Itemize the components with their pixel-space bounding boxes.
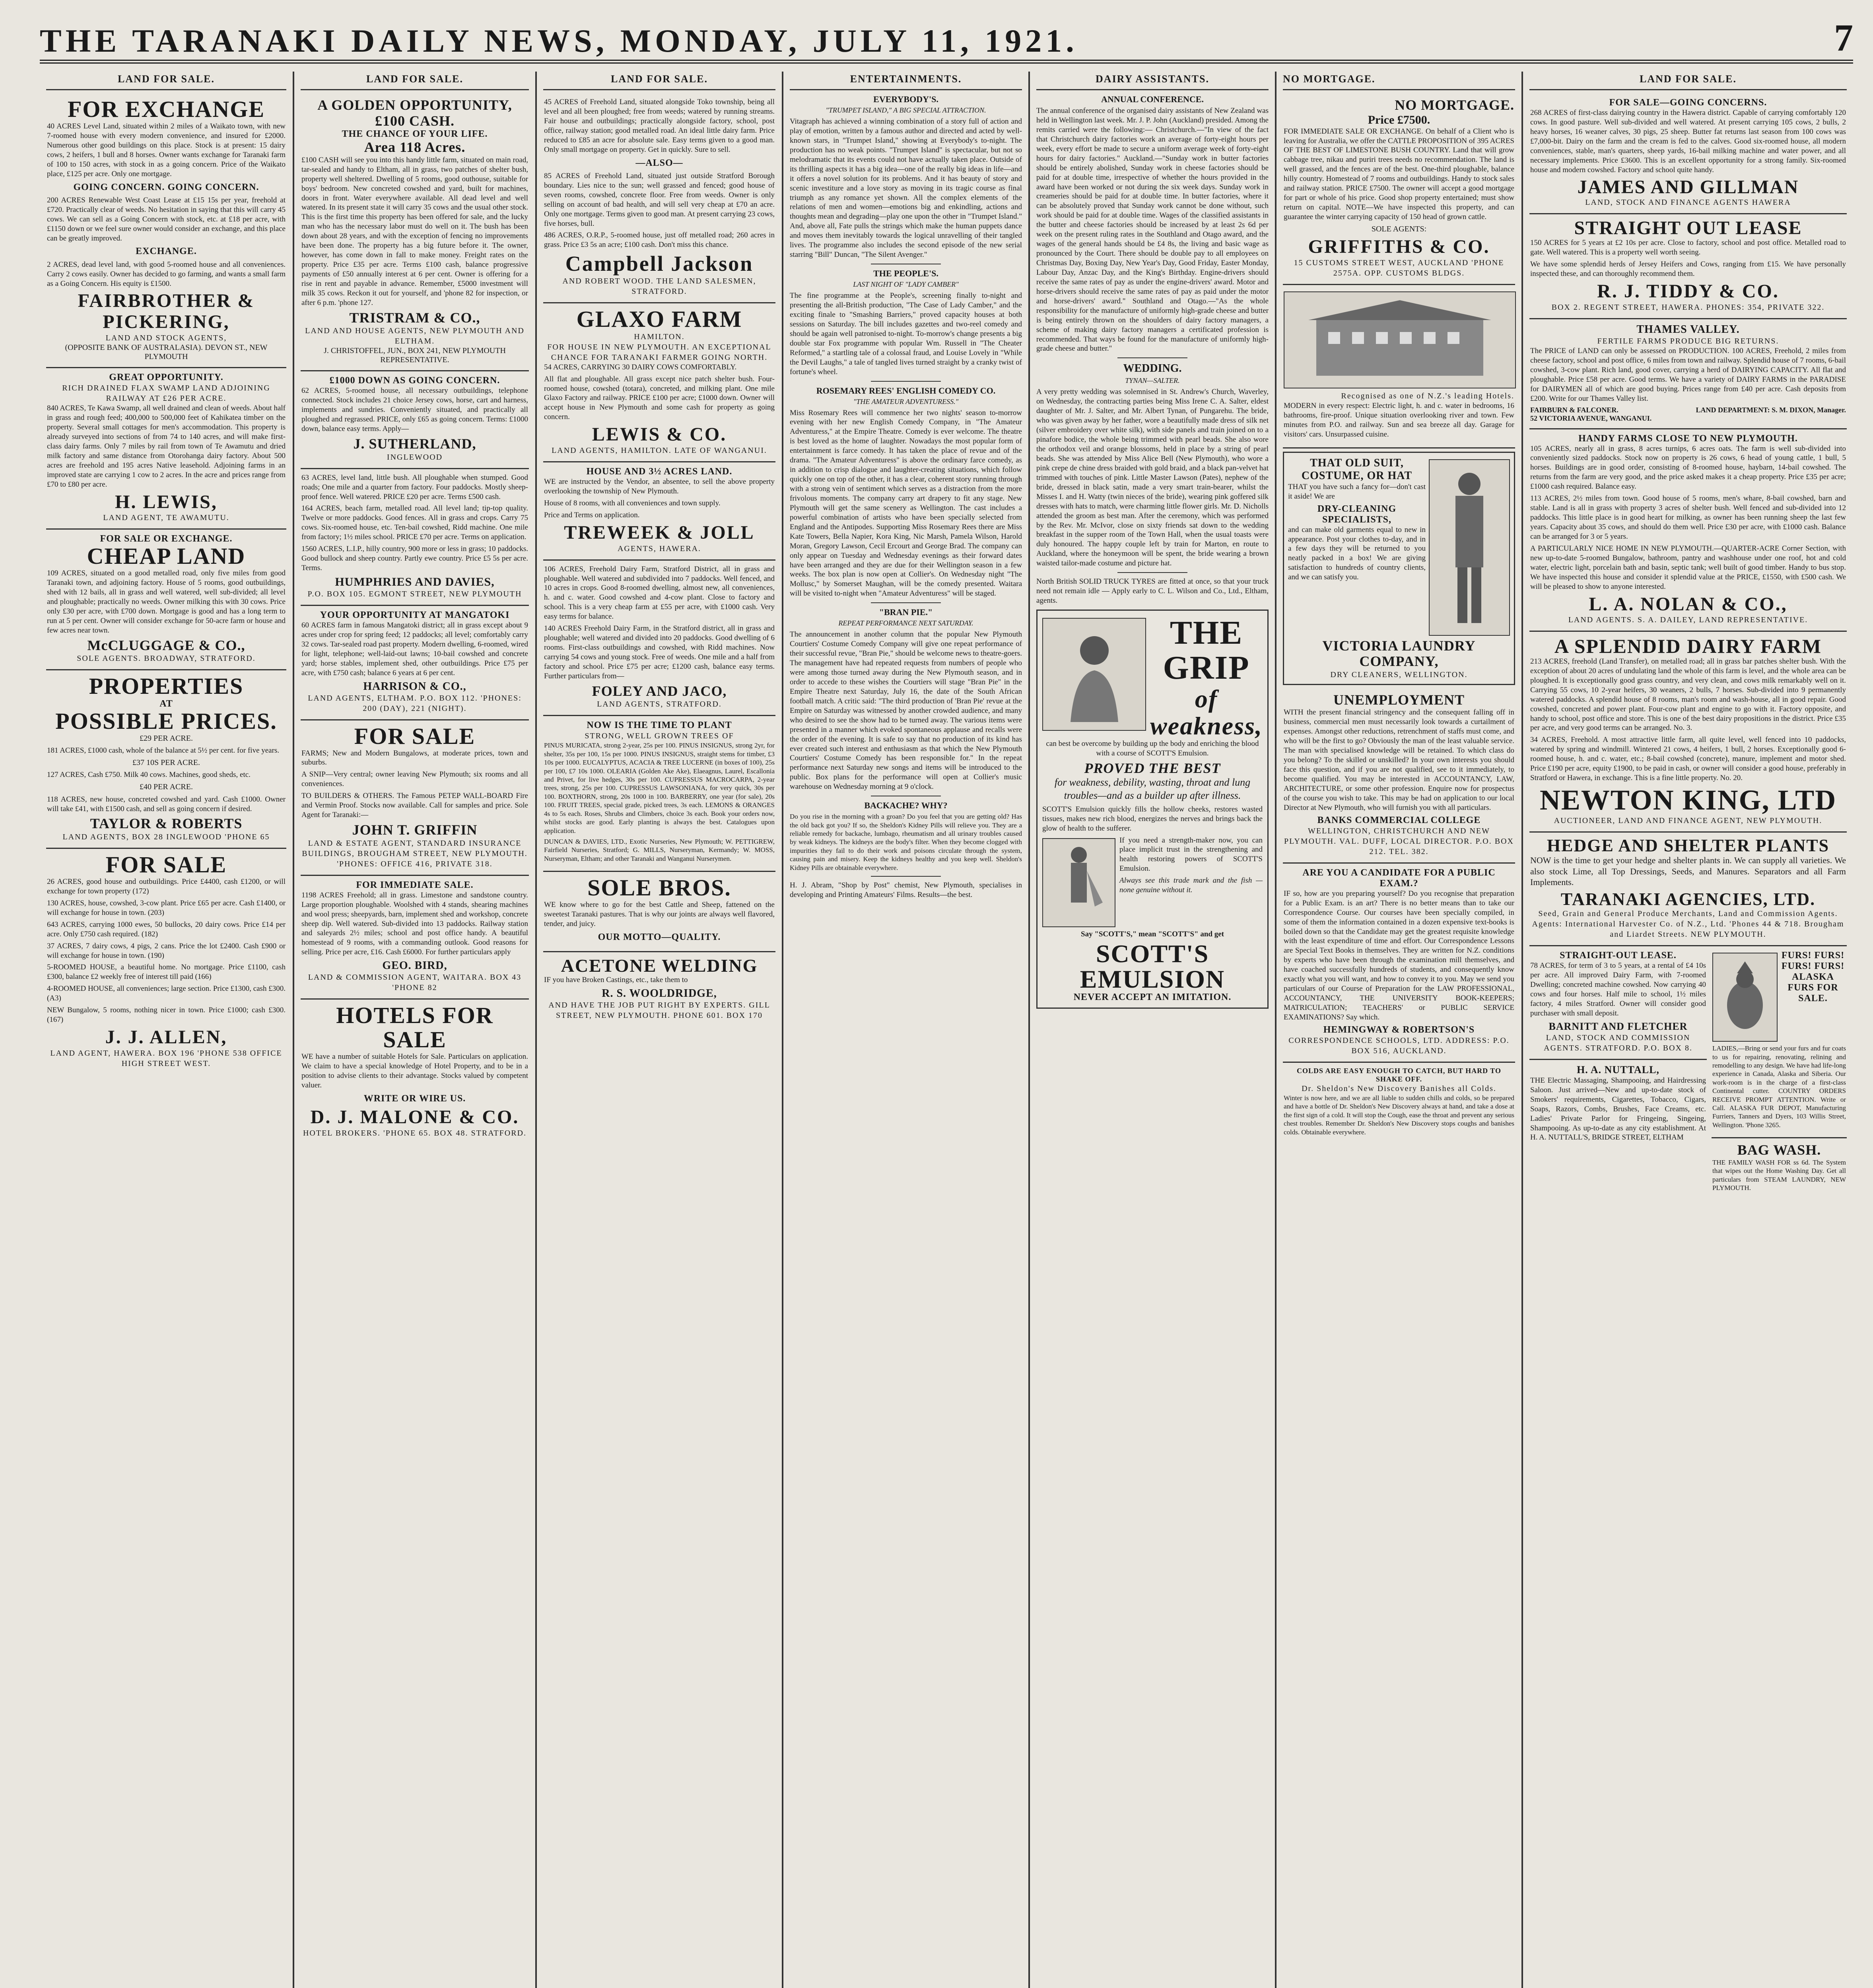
scotts-emulsion-logo: SCOTT'S EMULSION bbox=[1080, 940, 1225, 994]
ad-for-sale: FOR SALE 26 ACRES, good house and outbuildings. Price £4400, cash £1200, or will exchange for town property (172) 130 ACRES, house, cowshed, 3-cow plant. Price £65 per acre. Cash £1400, or will exchange for house in town. (203) 643 ACRES, carrying 1000 ewes, 50 bullocks, 20 dairy cows. Price £14 per acre. Only £750 cash required. (182) 37 ACRES, 7 dairy cows, 4 pigs, 2 cans. Price the lot £2400. Cash £900 or will exchange for house in town. (190) 5-ROOMED HOUSE, a beautiful home. No mortgage. Price £1100, cash £300, balance £2 weekly free of interest till paid (166) 4-ROOMED HOUSE, all conveniences; large section. Price £1300, cash £300. (A3) NEW Bungalow, 5 rooms, nothing nicer in town. Price £1000; cash £300. (167) J. J. ALLEN, LAND AGENT, HAWERA. BOX 196 'PHONE 538 OFFICE HIGH STREET WEST. bbox=[47, 852, 286, 1068]
agent-name: FOLEY AND JACO, bbox=[592, 683, 727, 699]
ad-acetone-welding: ACETONE WELDING IF you have Broken Castings, etc., take them to R. S. WOOLDRIDGE, AND HAVE THE JOB PUT RIGHT BY EXPERTS. GILL STREET, NEW PLYMOUTH. PHONE 601. BOX 170 bbox=[543, 952, 775, 1026]
ad-nuttall: H. A. NUTTALL, THE Electric Massaging, Shampooing, and Hairdressing Saloon. Just arrived—New and up-to-date stock of Smokers' requirements, Cigarettes, Tobacco, Cigars, Soaps, Razors, Combs, Brushes, Face Creams, etc. Ladies' Private Parlor for Fringeing, Singeing, Shampooing. As up-to-date as any city establishment. At H. A. NUTTALL'S, BRIDGE STREET, ELTHAM bbox=[1530, 1064, 1706, 1142]
page-number: 7 bbox=[1834, 16, 1853, 59]
article-heading: ROSEMARY REES' ENGLISH COMEDY CO. bbox=[816, 385, 996, 396]
ad-sole-bros: SOLE BROS. WE know where to go for the best Cattle and Sheep, fattened on the sweetest Taranaki pastures. That is why our joints are always well flavored, tender, and juicy. OUR MOTTO—QUALITY. bbox=[543, 872, 775, 952]
ad-hotel: Recognised as one of N.Z.'s leading Hotels. MODERN in every respect: Electric light, h. and c. water in bedrooms, 16 bathrooms, fire-proof. Unique situation overlooking river and town. Few minutes from P.O. and railway. Sun and sea breeze all day. Garage for visitors' cars. Unsurpassed cuisine. bbox=[1283, 285, 1515, 448]
ad-scotts-emulsion: THE GRIP of weakness, can best be overcome by building up the body and enriching the blood with a course of SCOTT'S Emulsion. PROVED THE BEST for weakness, debility, wasting, throat and lung troubles—and as a builder up after illness. SCOTT'S Emulsion quickly fills the hollow cheeks, restores wasted tissues, makes new rich blood, energizes the nerves and brings back the glow of health to the sufferer. If you need a strength-maker now, you can place implicit trust in the strengthening and health restoring powers of SCOTT'S Emulsion. Always see this trade mark and the fish — none genuine without it. Say "SCOTT'S," mean "SCOTT'S" and get SCOTT'S EMULSION NEVER ACCEPT AN IMITATION. bbox=[1036, 610, 1269, 1009]
article-heading: "BRAN PIE." bbox=[879, 607, 933, 617]
ad-hotels: HOTELS FOR SALE WE have a number of suitable Hotels for Sale. Particulars on application. We claim to have a special knowledge of Hotel Property, and to be in a position to advise clients to their advantage. Stocks valued by competent valuer. WRITE OR WIRE US. D. J. MALONE & CO. HOTEL BROKERS. 'PHONE 65. BOX 48. STRATFORD. bbox=[301, 1002, 528, 1138]
ad-headline: FOR EXCHANGE bbox=[67, 96, 265, 122]
agent-name: FAIRBURN & FALCONER. bbox=[1530, 406, 1618, 414]
agent-name: GEO. BIRD, bbox=[382, 959, 447, 972]
ad-campbell-jackson: 45 ACRES of Freehold Land, situated alongside Toko township, being all level and all been ploughed; free from weeds; watered by running streams. Fair house and outbuildings; practically alongside factory, school, post office, railway station; good metalled road. An ideal little dairy farm. Price reduced to £85 an acre for absolute sale. Easy terms given to a good man. Only small mortgage on property. Get in quickly. Sure to sell. —ALSO— 85 ACRES of Freehold Land, situated just outside Stratford Borough boundary. Lies nice to the sun; well grassed and fenced; good house of seven rooms, cowshed, concrete floor. Free from weeds. Owner is only selling on account of bad health, and will sell very cheap at £70 an acre. Only one mortgage. Terms given to good man. At present carrying 23 cows, five horses, bull. 486 ACRES, O.R.P., 5-roomed house, just off metalled road; 260 acres in grass. Price £3 5s an acre; £100 cash. Don't miss this chance. Campbell Jackson AND ROBERT WOOD. THE LAND SALESMEN, STRATFORD. bbox=[543, 93, 775, 303]
fox-illustration bbox=[1712, 953, 1778, 1042]
agent-name: JOHN T. GRIFFIN bbox=[352, 822, 478, 838]
masthead-title: THE TARANAKI DAILY NEWS, MONDAY, JULY 11, 1921. bbox=[40, 23, 1078, 59]
column-5: DAIRY ASSISTANTS. ANNUAL CONFERENCE. The annual conference of the organised dairy assistants of New Zealand was held in Wellington last week. Mr. J. P. John (Auckland) presided. Among the remits carried were the following:— Christchurch.—"In view of the fact that Christchurch dairy factories work an average of forty-eight hours per week, every effort be made to secure a uniform average week of forty-eight hours for dairy factories." Auckland.—"Sunday work in butter factories should be entirely abolished, Sunday work in cheese factories should be paid for at double time, irrespective of whether the hours provided in the award have been worked or not during the six week days. Sunday work in creameries should be paid for at double time. In butter factories, where it can be absolutely proved that Sunday work cannot be done without, such work should be paid for at double time. Wages of the classified assistants in the butter and cheese factories should be increased by at least 2s 6d per week on the present ruling rates in the Southland and Otago award, and the wages of the general hands should be £4 8s, the living and basic wage as pronounced by the Court. There should be double pay to all employees on Christmas Day, Boxing Day, New Year's Day, Good Friday, Easter Monday, Labour Day, Anzac Day, and the King's Birthday. Engine-drivers should receive the same rates of pay as under the engine-drivers' award. Motor and horse-drivers should receive the same rates of pay as paid under the motor and horse-drivers' award." Southland and Otago.—"As the whole responsibility for the manufacture of uniformly high-grade cheese and butter is being entirely thrown on the shoulders of dairy factory managers, a scheme of making dairy factory managers a certificated profession is recommended. That ways be found for the manufacture of uniformly high-grade cheese and butter." WEDDING. TYNAN—SALTER. A very pretty wedding was solemnised in St. Andrew's Church, Waverley, on Wednesday, the contracting parties being Miss Irene C. A. Salter, eldest daughter of Mr. J. Salter, and Mr. Albert Tynan, of Pungarehu. The bride, who was given away by her father, wore a beautifully made dress of silk net (silver embroidery over white silk), with side panels and train joined on to a pinafore bodice, the whole being trimmed with pearl beads. She also wore the orthodox veil and orange blossoms, held in place by a string of pearl beads. She was attended by Miss Alice Bell (New Plymouth), who wore a pink crepe de chine dress braided with gold braid, and a black pan-velvet hat trimmed with touches of pink. Little Master Lawson (Pates), nephew of the bride, dressed in black satin, made a very smart train-bearer, whilst the Misses I. and H. Watty (twin nieces of the bride), wearing pink goffered silk dresses with hats to match, were charming little flower girls. Mr. D. Nicholls attended the groom as best man. After the ceremony, which was performed by the Rev. Mr. McIvor, close on sixty friends sat down to the wedding breakfast in the supper room of the Town Hall, when the usual toasts were duly honoured. The happy couple left by train for Marton, en route to Auckland, where the honeymoon will be spent, the bride wearing a brown waisted tailor-made costume and picture hat. North British SOLID TRUCK TYRES are fitted at once, so that your truck need not remain idle — Apply early to C. L. Wilson and Co., Ltd., Eltham, agents. THE GRIP of weakness, can best be overcome by building up the body and enriching the blood with a course of SCOTT'S Emulsion. PROVED THE BEST for weakness, debility, wasting, throat and lung troubles—and as a builder up after illness. SCOTT'S Emulsion quickly fills the hollow cheeks, restores wasted tissues, makes new rich blood, energizes the nerves and brings back the glow of health to the sufferer. If you need a strength-maker now, you can place implicit trust in the strengthening and health restoring powers of SCOTT'S Emulsion. Always see this trade mark and the fish — none genuine without it. Say "SCOTT'S," mean "SCOTT'S" and get SCOTT'S EMULSION NEVER ACCEPT AN IMITATION. bbox=[1030, 72, 1277, 1988]
article-body: The fine programme at the People's, screening finally to-night and presenting the all-British production, "The Case of Lady Camber," and the exciting finale to "Smashing Barriers," proved capacity houses at both sessions on Saturday. The bill includes gazettes and two-reel comedy and should be again well patronised to-night. To-morrow's change presents a big double star Fox programme with popular Wm. Russell in "The Cheater Reformed," a startling tale of a colossal fraud, and Louise Lovely in "While the Devil Laughs," a tale of tangled lives turned straight by a cranky twist of fortune's wheel. bbox=[790, 291, 1022, 376]
woman-illustration bbox=[1042, 618, 1146, 731]
ad-public-exam: ARE YOU A CANDIDATE FOR A PUBLIC EXAM.? IF so, how are you preparing yourself? Do you recognise that preparation for a Public Exam. is an art? There is no better means than to take our Correspondence Course. Our courses have been specially compiled, in some of them the information contained in a dozen expensive text-books is boiled down so that the Candidate may get the greatest requisite knowledge with the least expenditure of time and effort. Our Correspondence Lessons are Special Text Books in themselves. They are written for N.Z. conditions by experts who have been through the examination mill themselves, and have coached successfully hundreds of students, and consequently know exactly what you will want, and how to convey it to you. May we send you particulars of our Course of Preparation for the LAW PROFESSIONAL, ACCOUNTANCY, THE UNIVERSITY BOOK-KEEPERS; MATRICULATION; TEACHERS' or PUBLIC SERVICE EXAMINATIONS? Say which. HEMINGWAY & ROBERTSON'S CORRESPONDENCE SCHOOLS, LTD. ADDRESS: P.O. BOX 516, AUCKLAND. bbox=[1283, 864, 1515, 1063]
agent-name: FAIRBROTHER & PICKERING, bbox=[78, 290, 255, 333]
column-heading: NO MORTGAGE. bbox=[1283, 72, 1515, 90]
agent-name: BANKS COMMERCIAL COLLEGE bbox=[1317, 815, 1481, 825]
article-body: Miss Rosemary Rees will commence her two nights' season to-morrow evening with her new English Comedy Company, in "The Amateur Adventuress," at the Empire Theatre. Comedy is ever welcome. The theatre is best loved as the home of laughter. Nowadays the most popular form of entertainment is farce comedy. It has taken the place of revue and of the drama. "The Amateur Adventuress" is above the ordinary farce comedy, as in addition to crisp dialogue and laughter-creating situations, which follow quickly one on top of the other, it has a clear, coherent story running through with a strong vein of sentiment which serves as a distraction from the more frivolous moments. The company carry art drapery to fit any stage. New Plymouth will get the same scenery as Wellington. The cast includes a powerful combination of artists who have been specially selected from England and the Antipodes. Supporting Miss Rosemary Rees there are Miss Kate Towers, Bella Napier, Kora King, Nic Marsh, Pamela Wilson, Harold Moran, Gregory Lawson, Cecil Ercourt and George Brad. The company can only appear on Tuesday and Wednesday evenings as their forward dates have been arranged and they are due for their Wellington season in a few weeks. The box plan is now open at Collier's. On Wednesday night "The Mollusc," by Somerset Maughan, will be the comedy presented. Waitara will be visited to-night when "Amateur Adventuress" will be staged. bbox=[790, 408, 1022, 598]
article-body: The annual conference of the organised dairy assistants of New Zealand was held in Wellington last week. Mr. J. P. John (Auckland) presided. Among the remits carried were the following:— Christchurch.—"In view of the fact that Christchurch dairy factories work an average of forty-eight hours per week, every effort be made to secure a uniform average week of forty-eight hours for dairy factories." Auckland.—"Sunday work in butter factories should be entirely abolished, Sunday work in cheese factories should be paid for at double time, irrespective of whether the hours provided in the award have been worked or not during the six week days. Sunday work in creameries should be paid for at double time. In butter factories, where it can be absolutely proved that Sunday work cannot be done without, such work should be paid for at double time. Wages of the classified assistants in the butter and cheese factories should be increased by at least 2s 6d per week on the present ruling rates in the Southland and Otago award, and the wages of the general hands should be £4 8s, the living and basic wage as pronounced by the Court. There should be double pay to all employees on Christmas Day, Boxing Day, New Year's Day, Good Friday, Easter Monday, Labour Day, Anzac Day, and the King's Birthday. Engine-drivers should receive the same rates of pay as under the engine-drivers' award. Motor and horse-drivers should receive the same rates of pay as paid under the motor and horse-drivers' award." Southland and Otago.—"As the whole responsibility for the manufacture of uniformly high-grade cheese and butter is being entirely thrown on the shoulders of dairy factory managers, a scheme of making dairy factory managers a certificated profession is recommended. That ways be found for the manufacture of uniformly high-grade cheese and butter." bbox=[1036, 107, 1269, 353]
masthead bbox=[40, 4, 1853, 64]
column-heading: LAND FOR SALE. bbox=[301, 72, 529, 90]
agent-name: NEWTON KING, LTD bbox=[1539, 784, 1837, 816]
ad-properties: PROPERTIES AT POSSIBLE PRICES. £29 PER ACRE. 181 ACRES, £1000 cash, whole of the balance at 5½ per cent. for five years. £37 10S PER ACRE. 127 ACRES, Cash £750. Milk 40 cows. Machines, good sheds, etc. £40 PER ACRE. 118 ACRES, new house, concreted cowshed and yard. Cash £1000. Owner will take £41, with £1500 cash, and sell as going concern if desired. TAYLOR & ROBERTS LAND AGENTS, BOX 28 INGLEWOOD 'PHONE 65 bbox=[46, 670, 286, 849]
ad-cheap-land: FOR SALE OR EXCHANGE. CHEAP LAND 109 ACRES, situated on a good metalled road, only five miles from good Taranaki town, and adjoining factory. House of 5 rooms, good outbuildings, shed with 12 bails, all in grass and well watered, well sub-divided; all level and ploughable; practically no weeds. Owner milking this with 30 cows. Price only £30 per acre, with £700 down. Mortgage is good and has a long term to run at 5 per cent. Owner will consider exchange for 50-acre farm or house and few acres near town. McCLUGGAGE & CO., SOLE AGENTS. BROADWAY, STRATFORD. bbox=[46, 530, 286, 670]
agent-name: HARRISON & CO., bbox=[363, 680, 466, 693]
ad-glaxo-farm: GLAXO FARM HAMILTON. FOR HOUSE IN NEW PLYMOUTH. AN EXCEPTIONAL CHANCE FOR TARANAKI FARMER GOING NORTH. 54 ACRES, CARRYING 30 DAIRY COWS COMFORTABLY. All flat and ploughable. All grass except nice patch shelter bush. Four-roomed house, cowshed (totara), concreted, and milking plant. One mile Glaxo Factory and railway. PRICE £100 per acre; £1000 down. Owner will accept house in New Plymouth and some cash for property as going concern. LEWIS & CO. LAND AGENTS, HAMILTON. LATE OF WANGANUI. bbox=[543, 303, 775, 462]
article-heading: EVERYBODY'S. bbox=[873, 94, 938, 104]
article-heading: ANNUAL CONFERENCE. bbox=[1101, 94, 1204, 104]
column-heading: DAIRY ASSISTANTS. bbox=[1036, 72, 1269, 90]
agent-name: TRISTRAM & CO., bbox=[349, 309, 480, 326]
agent-name: TREWEEK & JOLL bbox=[564, 522, 755, 543]
agent-name: D. J. MALONE & CO. bbox=[310, 1107, 519, 1128]
agent-name: Campbell Jackson bbox=[565, 252, 754, 276]
ad-going-concern: £1000 DOWN AS GOING CONCERN. 62 ACRES, 5-roomed house, all necessary outbuildings, telephone connected. Stock includes 21 choice Jersey cows, horse, cart and harness, implements and sundries. Conveniently situated, and practically all ploughed and regrassed. PRICE, only £65 as going concern. Terms: £1000 down, balance easy terms. Apply— J. SUTHERLAND, INGLEWOOD bbox=[301, 371, 529, 469]
column-1 bbox=[40, 72, 294, 1988]
ad-great-opportunity: GREAT OPPORTUNITY. RICH DRAINED FLAX SWAMP LAND ADJOINING RAILWAY AT £26 PER ACRE. 840 ACRES, Te Kawa Swamp, all well drained and clean of weeds. About half in grass and rough feed; 400,000 to 500,000 feet of Kahikatea timber on the property. Several small cottages for men's accommodation. This property is already surveyed into sections of from 74 to 140 acres, and will make first-class dairy farms. Only 7 miles by rail from town of Te Awamutu and dried milk factory and same distance from Otorohanga dairy factory. About 500 acres are freehold and 195 acres Native leasehold. Adjoining farms in an improved state are carrying 1 cow to 2 acres. In the acre and prices range from £70 to £80 per acre. H. LEWIS, LAND AGENT, TE AWAMUTU. bbox=[46, 368, 286, 530]
ad-mangatoki: YOUR OPPORTUNITY AT MANGATOKI 60 ACRES farm in famous Mangatoki district; all in grass except about 9 acres under crop for spring feed; 12 paddocks; all level; comfortably carry 32 cows. Tar-sealed road past property. Modern dwelling, 6-roomed, wired for light, telephone; well-laid-out lawns; 10-bail cowshed and concrete yard; horse stables, implement shed, other outbuildings. Price £75 per acre, with £750 cash; balance 6 years at 6 per cent. HARRISON & CO., LAND AGENTS, ELTHAM. P.O. BOX 112. 'PHONES: 200 (DAY), 221 (NIGHT). bbox=[301, 606, 529, 720]
article-heading: THE PEOPLE'S. bbox=[873, 268, 938, 279]
article-body: Vitagraph has achieved a winning combination of a story full of action and play of emotion, written by a famous author and directed and acted by well-known stars, in "Trumpet Island," showing at Everybody's to-night. The production has no weak points. "Trumpet Island" is spectacular, but not so melodramatic that its events could not have actually taken place. Outside of its thrilling aspects it has a big idea—one of the really big ideas in life—and it offers a novel solution for its problems. And it has beauty of story and scenic investiture and a love story as moving in its tragic course as final triumph as any romance yet shown. All the complex elements of the relations of men and women—emotions big and enkindling, actions and thoughts mean and degrading—play one upon the other in "Trumpet Island." And, above all, Fate pulls the strings which make the human puppets dance and moves them inevitably towards the logical unravelling of their tangled lives. The programme also includes the second episode of the new serial starring "Bill" Duncan, "The Silent Avenger." bbox=[790, 117, 1022, 259]
fisherman-trademark-icon bbox=[1042, 838, 1115, 927]
agent-name: JAMES AND GILLMAN bbox=[1577, 176, 1799, 198]
ad-straight-out-lease: STRAIGHT OUT LEASE 150 ACRES for 5 years at £2 10s per acre. Close to factory, school and post office. Metalled road to gate. Well watered. This is a property well worth seeing. We have some splendid herds of Jersey Heifers and Cows, ranging from £15. We have personally inspected these, and can thoroughly recommend them. R. J. TIDDY & CO. BOX 2. REGENT STREET, HAWERA. PHONES: 354, PRIVATE 322. bbox=[1529, 214, 1847, 319]
ad-golden-opportunity: A GOLDEN OPPORTUNITY, £100 CASH. THE CHANCE OF YOUR LIFE. Area 118 Acres. £100 CASH will see you into this handy little farm, situated on main road, tar-sealed and handy to Eltham, all in grass, two patches of shelter bush, property well sheltered. Dwelling of 5 rooms, good outhouse, suitable for boys' bedroom. New concreted cowshed and yard, built for machines, doors in front. Water everywhere available. All dead level and well watered. In its present state it will carry 35 cows and the usual other stock. This is the first time this property has been offered for sale, and the lucky man who has the necessary labor must do well on it. The bush has been down about 28 years, and with the exception of fencing no improvements have been done. The property has a big future before it. The owner, however, has come down in fall to make money. Freight rates on the property. Price £35 per acre. Terms £100 cash, balance progressive payments of £50 annually interest at 6 per cent. Owner is offering for a rise in rent and payable in advance. Remember, £5000 investment will milk 35 cows. Reckon it out for yourself, and 'phone 82 for inspection, or after 6 p.m. 'phone 127. TRISTRAM & CO., LAND AND HOUSE AGENTS, NEW PLYMOUTH AND ELTHAM. J. CHRISTOFFEL, JUN., BOX 241, NEW PLYMOUTH REPRESENTATIVE. bbox=[301, 93, 529, 371]
agent-name: LEWIS & CO. bbox=[592, 424, 727, 445]
agent-name: L. A. NOLAN & CO., bbox=[1589, 593, 1788, 615]
ad-colds: COLDS ARE EASY ENOUGH TO CATCH, BUT HARD TO SHAKE OFF. Dr. Sheldon's New Discovery Banishes all Colds. Winter is now here, and we are all liable to sudden chills and colds, so be prepared and have a bottle of Dr. Sheldon's New Discovery always at hand, and take a dose at the first sign of a cold. It will stop the Cough, ease the throat and prevent any serious chest troubles. Remember Dr. Sheldon's New Discovery stops coughs and banishes colds. Obtainable everywhere. bbox=[1284, 1066, 1514, 1136]
ad-straight-out-lease-2: STRAIGHT-OUT LEASE. 78 ACRES, for term of 3 to 5 years, at a rental of £4 10s per acre. All improved Dairy Farm, with 7-roomed Dwelling; concreted machine cowshed. Now carrying 40 cows and four horses. Half mile to school, 1½ miles factory, 4 miles Stratford. Owner will consider good purchaser with small deposit. BARNITT AND FLETCHER LAND, STOCK AND COMMISSION AGENTS. STRATFORD. P.O. BOX 8. bbox=[1529, 946, 1707, 1060]
column-2 bbox=[294, 72, 537, 1988]
bottom-split bbox=[1529, 946, 1847, 1200]
ad-griffin: FOR SALE FARMS; New and Modern Bungalows, at moderate prices, town and suburbs. A SNIP—Very central; owner leaving New Plymouth; six rooms and all conveniences. TO BUILDERS & OTHERS. The Famous PETEP WALL-BOARD Fire and Vermin Proof. Stocks now available. Call for samples and price. Sole Agent for Taranaki:— JOHN T. GRIFFIN LAND & ESTATE AGENT, STANDARD INSURANCE BUILDINGS, BROUGHAM STREET, NEW PLYMOUTH. 'PHONES: OFFICE 416, PRIVATE 318. bbox=[301, 720, 529, 876]
ad-humphries: 63 ACRES, level land, little bush. All ploughable when stumped. Good roads; One mile and a quarter from factory. Four paddocks. Mostly sheep-proof fence. Well watered. PRICE £20 per acre. Terms £500 cash. 164 ACRES, beach farm, metalled road. All level land; tip-top quality. Twelve or more paddocks. Good fences. All in grass and crops. Carry 75 cows. Six-roomed house, etc. Ten-bail cowshed, Ridd machine. One mile from factory; 1½ miles school. PRICE £70 per acre. Terms on application. 1560 ACRES, L.I.P., hilly country, 900 more or less in grass; 10 paddocks. Good bullock and sheep country. Partly ewe country. Price £5 5s per acre. Terms. HUMPHRIES AND DAVIES, P.O. BOX 105. EGMONT STREET, NEW PLYMOUTH bbox=[301, 469, 529, 606]
agent-name: J. J. ALLEN, bbox=[105, 1027, 227, 1048]
column-heading: LAND FOR SALE. bbox=[46, 72, 286, 90]
ad-foley-jaco: 106 ACRES, Freehold Dairy Farm, Stratford District, all in grass and ploughable. Well watered and subdivided into 7 paddocks. Well fenced, and 10 acres in crops. Good 8-roomed dwelling, almost new, all conveniences, h. and c. water. Good cowshed and 4-cow plant. Close to factory and school. This is a very cheap farm at £55 per acre, with £1000 cash. Very easy terms for balance. 140 ACRES Freehold Dairy Farm, in the Stratford district, all in grass and ploughable; well watered and divided into 20 paddocks. Good dwelling of 6 rooms. First-class outbuildings and cowshed, with Ridd machines. Now carrying 54 cows and young stock. Free of weeds. One mile and a half from factory and school. Price £75 per acre; £1200 cash, balance easy terms. Further particulars from— FOLEY AND JACO, LAND AGENTS, STRATFORD. bbox=[543, 561, 775, 716]
ad-bag-wash: BAG WASH. THE FAMILY WASH FOR ss 6d. The System that wipes out the Home Washing Day. Get all particulars from STEAM LAUNDRY, NEW PLYMOUTH. bbox=[1712, 1142, 1846, 1192]
ad-body: 40 ACRES Level Land, situated within 2 miles of a Waikato town, with new 7-roomed house with every modern convenience, and insured for £2000. Numerous other good buildings on this place. Stock is at present: 15 dairy cows, 2 heifers, 1 bull and 8 horses. Owner wants exchange for Taranaki farm of 100 to 150 acres, with stock in as a going concern. Price of the Waikato place, £125 per acre. Only one mortgage. GOING CONCERN. GOING CONCERN. 200 ACRES Renewable West Coast Lease at £15 15s per year, freehold at £720. Practically clear of weeds. No hesitation in saying that this will carry 45 cows. We can sell as a Going Concern with stock, etc. at £18 per acre, with £1150 down or we feel sure owner would consider an exchange, and this place can be greatly improved. EXCHANGE. 2 ACRES, dead level land, with good 5-roomed house and all conveniences. Carry 2 cows easily. Owner has decided to go farming, and wants a small farm as a Going Concern. His equity is £1500. bbox=[47, 122, 286, 288]
agent-name: R. S. WOOLDRIDGE, bbox=[602, 987, 717, 1000]
article-body: A very pretty wedding was solemnised in St. Andrew's Church, Waverley, on Wednesday, the contracting parties being Miss Irene C. A. Salter, eldest daughter of Mr. J. Salter, and Mr. Albert Tynan, of Pungarehu. The bride, who was given away by her father, wore a beautifully made dress of silk net (silver embroidery over white silk), with side panels and train joined on to a pinafore bodice, the whole being trimmed with pearl beads. She also wore the orthodox veil and orange blossoms, held in place by a string of pearl beads. She was attended by Miss Alice Bell (New Plymouth), who wore a pink crepe de chine dress braided with gold braid, and a black pan-velvet hat trimmed with touches of pink. Little Master Lawson (Pates), nephew of the bride, dressed in black satin, made a very smart train-bearer, whilst the Misses I. and H. Watty (twin nieces of the bride), wearing pink goffered silk dresses with hats to match, were charming little flower girls. Mr. D. Nicholls attended the groom as best man. After the ceremony, which was performed by the Rev. Mr. McIvor, close on sixty friends sat down to the wedding breakfast in the supper room of the Town Hall, when the usual toasts were duly honoured. The happy couple left by train for Marton, en route to Auckland, where the honeymoon will be spent, the bride wearing a brown waisted tailor-made costume and picture hat. bbox=[1036, 388, 1269, 568]
ad-exchange: FOR EXCHANGE 40 ACRES Level Land, situated within 2 miles of a Waikato town, with new 7-roomed house with every modern convenience, and insured for £2000. Numerous other good buildings on this place. Stock is at present: 15 dairy cows, 2 heifers, 1 bull and 8 horses. Owner wants exchange for Taranaki farm of 100 to 150 acres, with stock in as a going concern. Price of the Waikato place, £125 per acre. Only one mortgage. GOING CONCERN. GOING CONCERN. 200 ACRES Renewable West Coast Lease at £15 15s per year, freehold at £720. Practically clear of weeds. No hesitation in saying that this will carry 45 cows. We can sell as a Going Concern with stock, etc. at £18 per acre, with £1150 down or we feel sure owner would consider an exchange, and this place can be greatly improved. EXCHANGE. 2 ACRES, dead level land, with good 5-roomed house and all conveniences. Carry 2 cows easily. Owner has decided to go farming, and wants a small farm as a Going Concern. His equity is £1500. FAIRBROTHER & PICKERING, LAND AND STOCK AGENTS, (OPPOSITE BANK OF AUSTRALASIA). DEVON ST., NEW PLYMOUTH bbox=[46, 93, 286, 368]
agent-name: J. SUTHERLAND, bbox=[353, 436, 476, 452]
ad-no-mortgage: NO MORTGAGE. Price £7500. FOR IMMEDIATE SALE OR EXCHANGE. On behalf of a Client who is leaving for Australia, we offer the CATTLE PROPOSITION of 395 ACRES OF THE BEST OF LIMESTONE BUSH COUNTRY. Land that will grow cabbage tree, nikau and puriri trees needs no recommendation. The land is well grassed, and the fences are of the best. One-third ploughable, balance hilly country. Homestead of 7 rooms and outbuildings. Handy to stock sales and railway station. PRICE £7500. The owner will accept a good mortgage for part or whole of his price. Good shop property entertained; must show return on capital. NOTE—We have inspected this property, and can guarantee the winter carrying capacity of 150 head of grown cattle. SOLE AGENTS: GRIFFITHS & CO. 15 CUSTOMS STREET WEST, AUCKLAND 'PHONE 2575A. OPP. CUSTOMS BLDGS. bbox=[1283, 93, 1515, 285]
column-heading: LAND FOR SALE. bbox=[1529, 72, 1847, 90]
column-3 bbox=[537, 72, 783, 1988]
columns bbox=[40, 72, 1853, 1988]
agent-name: BARNITT AND FLETCHER bbox=[1549, 1020, 1688, 1032]
ad-handy-farms: HANDY FARMS CLOSE TO NEW PLYMOUTH. 105 ACRES, nearly all in grass, 8 acres turnips, 6 acres oats. The farm is well sub-divided into conveniently sized paddocks. Stock now on property is 26 cows, 6 head of young cattle, 1 bull, 5 horses. Buildings are in good order, consisting of 8-roomed house, haybarn, 14-bail cowshed. The returns from the farm are very good, and the price asked makes it a cheap property. Price £35 per acre; £1000 cash required. Balance easy. 113 ACRES, 2½ miles from town. Good house of 5 rooms, men's whare, 8-bail cowshed, barn and stable. Land is all in grass with property 3 acres of shelter bush. Well fenced and sub-divided into 12 paddocks. This little place is in good heart for milking, as owner has been running sheep the last few years. Capacity about 35 cows, and should do them well. Price £30 per acre, with £1000 cash. Balance can be arranged for 3 or 5 years. A PARTICULARLY NICE HOME IN NEW PLYMOUTH.—QUARTER-ACRE Corner Section, with new up-to-date 5-roomed Bungalow, bathroom, pantry and washhouse under one roof, hot and cold water, electric light, porcelain bath and basin, septic tank; well built of good timber. Handy to bus stop. We have inspected this house and consider it splendid value at the PRICE, £1550, with £500 cash. We will be pleased to show to anyone interested. L. A. NOLAN & CO., LAND AGENTS. S. A. DAILEY, LAND REPRESENTATIVE. bbox=[1529, 429, 1847, 632]
agent-name: GRIFFITHS & CO. bbox=[1308, 236, 1490, 258]
column-heading: LAND FOR SALE. bbox=[543, 72, 775, 90]
agent-name: H. LEWIS, bbox=[115, 491, 218, 513]
ad-trees: NOW IS THE TIME TO PLANT STRONG, WELL GROWN TREES OF PINUS MURICATA, strong 2-year, 25s per 100. PINUS INSIGNUS, strong 2yr, for shelter, 35s per 100, 15s per 1000. PINUS INSIGNUS, straight stems for timber, £3 10s per 1000. EUCALYPTUS, ACACIA & TREE LUCERNE (in boxes of 100), 25s per 100, £7 10s 1000. OLEARIA (Golden Ake Ake), Elaeagnus, Laurel, Escallonia and Privet, for live hedges, 30s per 100. CUPRESSUS MACROCARPA, 2-year trees, strong, 25s per 100. CUPRESSUS LAWSONIANA, for very quick, 30s per 100. BOXTHORN, strong, 20s 1000 in 100. BARBERRY, one year (for sale), 20s 100. FRUIT TREES, special grade, picked trees, 3s each. LEMONS & ORANGES 4s to 5s each. Roses, Shrubs and Climbers, choice 3s each. Book your orders now, whilst stocks are good. Early planting is always the best. Catalogues upon application. DUNCAN & DAVIES, LTD., Exotic Nurseries, New Plymouth; W. PETTIGREW, Fairfield Nurseries, Stratford; G. MILLS, Nurseryman, Kermandy; W. MOSS, Nurseryman, Eltham; and other Taranaki and Wanganui Nurserymen. bbox=[543, 716, 775, 872]
ad-unemployment: UNEMPLOYMENT WITH the present financial stringency and the consequent falling off in business, commercial men must necessarily look towards a curtailment of expenses. Amongst other reductions, retrenchment of staffs must come, and who will be the first to go? Obviously the man of the least valuable service. The man with specialised knowledge will be retained. To which class do you belong? To the skilled or unskilled? In your own interests you should face this question, and if you are not qualified, see to it immediately, to become qualified. You may be interested in ACCOUNTANCY, LAW, ARCHITECTURE, or some other profession. Enquire now for prospectus of the course you wish to take. This may be had on application to our local Director at New Plymouth, who will furnish you with all particulars. BANKS COMMERCIAL COLLEGE WELLINGTON, CHRISTCHURCH AND NEW PLYMOUTH. VAL. DUFF, LOCAL DIRECTOR. P.O. BOX 212. TEL. 382. bbox=[1283, 688, 1515, 864]
ad-victoria-laundry: THAT OLD SUIT, COSTUME, OR HAT THAT you have such a fancy for—don't cast it aside! We are DRY-CLEANING SPECIALISTS, and can make old garments equal to new in appearance. Post your clothes to-day, and in a few days they will be returned to you neatly packed in a box! We are giving satisfaction to hundreds of country clients, and we can satisfy you. VICTORIA LAUNDRY COMPANY, DRY CLEANERS, WELLINGTON. bbox=[1283, 452, 1515, 685]
ad-immediate-sale: FOR IMMEDIATE SALE. 1198 ACRES Freehold; all in grass. Limestone and sandstone country. Large proportion ploughable. Woolshed with 4 stands, shearing machines and wool press; sheepyards, barn, implement shed and workshop, concrete sheep dip. Well watered. Sub-divided into 13 paddocks. Railway station and saleyards 2½ miles; school and post office handy. A beautiful homestead of 9 rooms, with a commanding outlook. Good reasons for selling. Price per acre, £16. Cash £6000. For further particulars apply GEO. BIRD, LAND & COMMISSION AGENT, WAITARA. BOX 43 'PHONE 82 bbox=[301, 876, 529, 1000]
column-7 bbox=[1523, 72, 1853, 1988]
agent-name: R. J. TIDDY & CO. bbox=[1597, 281, 1779, 302]
agent-name: VICTORIA LAUNDRY COMPANY, bbox=[1322, 637, 1476, 670]
ad-alaska-furs: FURS! FURS! FURS! FURS! ALASKA FURS FOR SALE. LADIES,—Bring or send your furs and fur coats to us for repairing, renovating, relining and remodelling to any design. We have had life-long experience in Canada, Alaska and Siberia. Our work-room is in the charge of a first-class Continental cutter. COUNTRY ORDERS RECEIVE PROMPT ATTENTION. Write or Call. ALASKA FUR DEPOT, Manufacturing Furriers, Tanners and Dyers, 103 Willis Street, Wellington. 'Phone 3265. bbox=[1712, 946, 1847, 1138]
article-body: H. J. Abram, "Shop by Post" chemist, New Plymouth, specialises in developing and Printing Amateurs' Films. Results—the best. bbox=[790, 881, 1022, 899]
ad-going-concerns: FOR SALE—GOING CONCERNS. 268 ACRES of first-class dairying country in the Hawera district. Capable of carrying comfortably 120 cows. In good pasture. Well sub-divided and well watered. At present carrying 105 cows, 2 bulls, 2 heavy horses, 16 weaner calves, 30 pigs, 25 sheep. Butter fat returns last season from 100 cows was £7,000-bit. Dairy on the farm and the cream is fed to the calves. Good six-roomed house, all modern conveniences, stable, man's quarters, sheep yards, 16-bail milking machine and water power, and all necessary implements. Price £3600. This is an excellent opportunity for a strong family. Six-roomed house and modern cowshed. Factory and school quite handy. JAMES AND GILLMAN LAND, STOCK AND FINANCE AGENTS HAWERA bbox=[1529, 93, 1847, 214]
column-6 bbox=[1277, 72, 1523, 1988]
article-body: Do you rise in the morning with a groan? Do you feel that you are getting old? Has the old back got you? If so, the Sheldon's Kidney Pills will relieve you. They are a reliable remedy for backache, lumbago, rheumatism and all urinary troubles caused by weak kidneys. The kidneys are the body's filter. When they become clogged with impurities they fail to do their work and poisons circulate through the system, causing pain and misery. Keep the kidneys healthy and you keep well. Sheldon's Kidney Pills are obtainable everywhere. bbox=[790, 813, 1022, 872]
ad-hedge-plants: HEDGE AND SHELTER PLANTS NOW is the time to get your hedge and shelter plants in. We can supply all varieties. We also stock Lime, all Top Dressings, Seeds, and Manures. Separators and all Farm Implements. TARANAKI AGENCIES, LTD. Seed, Grain and General Produce Merchants, Land and Commission Agents. Agents: International Harvester Co. of N.Z., Ltd. 'Phones 44 & 718. Brougham and Liardet Streets. NEW PLYMOUTH. bbox=[1529, 833, 1847, 947]
ad-thames-valley: THAMES VALLEY. FERTILE FARMS PRODUCE BIG RETURNS. The PRICE of LAND can only be assessed on PRODUCTION. 100 ACRES, Freehold, 2 miles from cheese factory, school and post office, 6 miles from town and railway. Splendid house of 7 rooms, 6-bail cowshed, 3-cow plant. Rich land, good cover, carrying a herd of DAIRYING CAPACITY. All flat and ploughable. Price £58 per acre. Good terms. We have a variety of DAIRY FARMS in the PARADISE for DAIRYMEN all of which are good buying. Prices range from £40 per acre. Cash deposits from £200. Write for our Thames Valley list. FAIRBURN & FALCONER. 52 VICTORIA AVENUE, WANGANUI. LAND DEPARTMENT: S. M. DIXON, Manager. bbox=[1529, 319, 1847, 429]
agent-name: TAYLOR & ROBERTS bbox=[90, 815, 243, 832]
column-heading: ENTERTAINMENTS. bbox=[790, 72, 1022, 90]
ad-splendid-dairy-farm: A SPLENDID DAIRY FARM 213 ACRES, freehold (Land Transfer), on metalled road; all in grass bar patches shelter bush. With the exception of about 20 acres of undulating land the whole of this farm is level, and the whole area can be ploughed. It is exceptionally good grass country, and very clean, and cows milk remarkably well on it. Carrying 55 cows, 10 2-year heifers, 30 weaners, 2 bulls, 7 horses. Sub-divided into 9 permanently watered paddocks. A splendid house of 8 rooms, man's room and wash-house, all in good repair. Good cowshed, concreted and power plant. Four-cow plant and engine to go with it. Factory opposite, and handy to school, post office and store. This is one of the best dairy propositions in the district. Price £35 per acre, and very good terms can be arranged. No. 3. 34 ACRES, Freehold. A most attractive little farm, all quite level, well fenced into 10 paddocks, watered by spring and windmill. Wintered 21 cows, 4 heifers, 1 bull, 2 horses. Exceptionally good 6-roomed house, h. and c. water, etc.; 8-bail cowshed (concrete), manure, implement and motor shed. Price £190 per acre, equity £1900, to be paid in cash, or owner will consider a good house, preferably in Stratford or Hawera, in exchange. This is a fine little property. No. 20. NEWTON KING, LTD AUCTIONEER, LAND AND FINANCE AGENT, NEW PLYMOUTH. bbox=[1529, 632, 1847, 832]
column-4: ENTERTAINMENTS. EVERYBODY'S. "TRUMPET ISLAND," A BIG SPECIAL ATTRACTION. Vitagraph has achieved a winning combination of a story full of action and play of emotion, written by a famous author and directed and acted by well-known stars, in "Trumpet Island," showing at Everybody's to-night. The production has no weak points. "Trumpet Island" is spectacular, but not so melodramatic that its events could not have actually taken place. Outside of its thrilling aspects it has a big idea—one of the really big ideas in life—and it offers a novel solution for its problems. And it has beauty of story and scenic investiture and a love story as moving in its tragic course as final triumph as any romance yet shown. All the complex elements of the relations of men and women—emotions big and enkindling, actions and thoughts mean and degrading—play one upon the other in "Trumpet Island." And, above all, Fate pulls the strings which make the human puppets dance and moves them inevitably towards the logical unravelling of their tangled lives. The programme also includes the second episode of the new serial starring "Bill" Duncan, "The Silent Avenger." THE PEOPLE'S. LAST NIGHT OF "LADY CAMBER" The fine programme at the People's, screening finally to-night and presenting the all-British production, "The Case of Lady Camber," and the exciting finale to "Smashing Barriers," proved capacity houses at both sessions on Saturday. The bill includes gazettes and two-reel comedy and should be again well patronised to-night. To-morrow's change presents a big double star Fox programme with popular Wm. Russell in "The Cheater Reformed," a startling tale of a colossal fraud, and Louise Lovely in "While the Devil Laughs," a tale of tangled lives turned straight by a cranky twist of fortune's wheel. ROSEMARY REES' ENGLISH COMEDY CO. "THE AMATEUR ADVENTURESS." Miss Rosemary Rees will commence her two nights' season to-morrow evening with her new English Comedy Company, in "The Amateur Adventuress," at the Empire Theatre. Comedy is ever welcome. The theatre is best loved as the home of laughter. Nowadays the most popular form of entertainment is farce comedy. It has taken the place of revue and of the drama. "The Amateur Adventuress" is above the ordinary farce comedy, as in addition to crisp dialogue and laughter-creating situations, which follow quickly one on top of the other, it has a clear, coherent story running through with a strong vein of sentiment which serves as a distraction from the more frivolous moments. The company carry art drapery to fit any stage. New Plymouth will get the same scenery as Wellington. The cast includes a powerful combination of artists who have been specially selected from England and the Antipodes. Supporting Miss Rosemary Rees there are Miss Kate Towers, Bella Napier, Kora King, Nic Marsh, Pamela Wilson, Harold Moran, Gregory Lawson, Cecil Ercourt and George Brad. The company can only appear on Tuesday and Wednesday evenings as their forward dates have been arranged and they are due for their Wellington season in a few weeks. The box plan is now open at Collier's. On Wednesday night "The Mollusc," by Somerset Maughan, will be the comedy presented. Waitara will be visited to-night when "Amateur Adventuress" will be staged. "BRAN PIE." REPEAT PERFORMANCE NEXT SATURDAY. The announcement in another column that the popular New Plymouth Courtiers' Costume Comedy Company will give one repeat performance of their successful revue, "Bran Pie," should be welcome news to theatre-goers. The management have had repeated requests from numbers of people who were among those turned away during the New Plymouth season, and in order to accede to these wishes the Courtiers will stage "Bran Pie" in the Empire Theatre next Saturday, July 16, the date of the South African football match. A critic said: "The third production of 'Bran Pie' revue at the Empire on Saturday was witnessed by another crowded audience, and many who desired to see the show had to be turned away. The various items were presented in a manner which evoked spontaneous applause and recalls were the order of the evening. It is safe to say that no production of its kind has ever created such interest and enthusiasm as that which the New Plymouth Courtiers' Costume Comedy has been responsible for." In the repeat performance next Saturday new songs and items will be introduced to the public. Box plans for the performance will open at Collier's music warehouse on Wednesday morning at 9 o'clock. BACKACHE? WHY? Do you rise in the morning with a groan? Do you feel that you are getting old? Has the old back got you? If so, the Sheldon's Kidney Pills will relieve you. They are a reliable remedy for backache, lumbago, rheumatism and all urinary troubles caused by weak kidneys. The kidneys are the body's filter. When they become clogged with impurities they fail to do their work and poisons circulate through the system, causing pain and misery. Keep the kidneys healthy and you keep well. Sheldon's Kidney Pills are obtainable everywhere. H. J. Abram, "Shop by Post" chemist, New Plymouth, specialises in developing and Printing Amateurs' Films. Results—the best. bbox=[783, 72, 1030, 1988]
agent-name: McCLUGGAGE & CO., bbox=[87, 637, 245, 653]
agent-name: H. A. NUTTALL, bbox=[1577, 1064, 1659, 1076]
agent-name: HUMPHRIES AND DAVIES, bbox=[335, 575, 495, 589]
ad-house-and-land: HOUSE AND 3½ ACRES LAND. WE are instructed by the Vendor, an absentee, to sell the above property overlooking the township of New Plymouth. House of 8 rooms, with all conveniences and town supply. Price and Terms on application. TREWEEK & JOLL AGENTS, HAWERA. bbox=[543, 462, 775, 561]
article-body: North British SOLID TRUCK TYRES are fitted at once, so that your truck need not remain idle — Apply early to C. L. Wilson and Co., Ltd., Eltham, agents. bbox=[1036, 577, 1269, 605]
article-heading: BACKACHE? WHY? bbox=[864, 800, 948, 811]
article-heading: WEDDING. bbox=[1123, 362, 1182, 375]
hotel-illustration bbox=[1284, 291, 1516, 388]
gentleman-illustration bbox=[1429, 459, 1510, 636]
agent-name: TARANAKI AGENCIES, LTD. bbox=[1560, 889, 1816, 909]
article-body: The announcement in another column that the popular New Plymouth Courtiers' Costume Comedy Company will give one repeat performance of their successful revue, "Bran Pie," should be welcome news to theatre-goers. The management have had repeated requests from numbers of people who were among those turned away during the New Plymouth season, and in order to accede to these wishes the Courtiers will stage "Bran Pie" in the Empire Theatre next Saturday, July 16, the date of the South African football match. A critic said: "The third production of 'Bran Pie' revue at the Empire on Saturday was witnessed by another crowded audience, and many who desired to see the show had to be turned away. The various items were presented in a manner which evoked spontaneous applause and recalls were the order of the evening. It is safe to say that no production of its kind has ever created such interest and enthusiasm as that which the New Plymouth Courtiers' Costume Comedy has been responsible for." In the repeat performance next Saturday new songs and items will be introduced to the public. Box plans for the performance will open at Collier's music warehouse on Wednesday morning at 9 o'clock. bbox=[790, 630, 1022, 791]
agent-name: HEMINGWAY & ROBERTSON'S bbox=[1323, 1024, 1475, 1035]
